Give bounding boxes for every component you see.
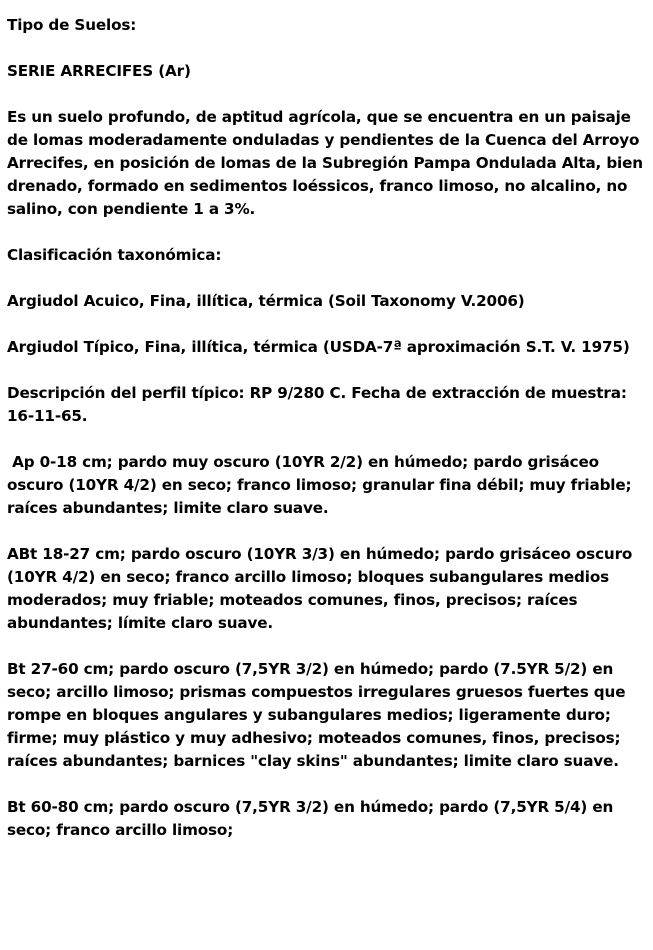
series-description: Es un suelo profundo, de aptitud agrícola, que se encuentra en un paisaje de lomas moderadamente onduladas y pendientes de la Cuenca del Arroyo Arrecifes, en posición de lomas de la Subregión Pampa Ondulada Alta, bien drenado, formado en sedimentos loéssicos, franco limoso, no alcalino, no salino, con pendiente 1 a 3%. <box>7 108 649 218</box>
document-body <box>7 14 649 865</box>
horizon-abt: ABt 18-27 cm; pardo oscuro (10YR 3/3) en húmedo; pardo grisáceo oscuro (10YR 4/2) en seco; franco arcillo limoso; bloques subangulares medios moderados; muy friable; moteados comunes, finos, precisos; raíces abundantes; límite claro suave. <box>7 545 638 632</box>
section-heading-taxonomy: Clasificación taxonómica: <box>7 246 222 264</box>
horizon-bt-27-60: Bt 27-60 cm; pardo oscuro (7,5YR 3/2) en húmedo; pardo (7.5YR 5/2) en seco; arcillo limoso; prismas compuestos irregulares gruesos fuertes que rompe en bloques angulares y subangulares medios; ligeramente duro; firme; muy plástico y muy adhesivo; moteados comunes, finos, precisos; raíces abundantes; barnices "clay skins" abundantes; limite claro suave. <box>7 660 631 770</box>
horizon-ap: Ap 0-18 cm; pardo muy oscuro (10YR 2/2) en húmedo; pardo grisáceo oscuro (10YR 4/2) en seco; franco limoso; granular fina débil; muy friable; raíces abundantes; limite claro suave. <box>7 453 637 517</box>
taxonomy-usda: Argiudol Típico, Fina, illítica, térmica (USDA-7ª aproximación S.T. V. 1975) <box>7 338 630 356</box>
profile-description-header: Descripción del perfil típico: RP 9/280 C. Fecha de extracción de muestra: 16-11-65. <box>7 384 632 425</box>
section-heading-soil-type: Tipo de Suelos: <box>7 16 137 34</box>
series-title: SERIE ARRECIFES (Ar) <box>7 62 191 80</box>
horizon-bt-60-80: Bt 60-80 cm; pardo oscuro (7,5YR 3/2) en húmedo; pardo (7,5YR 5/4) en seco; franco arcillo limoso; <box>7 798 619 839</box>
taxonomy-soil-taxonomy: Argiudol Acuico, Fina, illítica, térmica (Soil Taxonomy V.2006) <box>7 292 525 310</box>
